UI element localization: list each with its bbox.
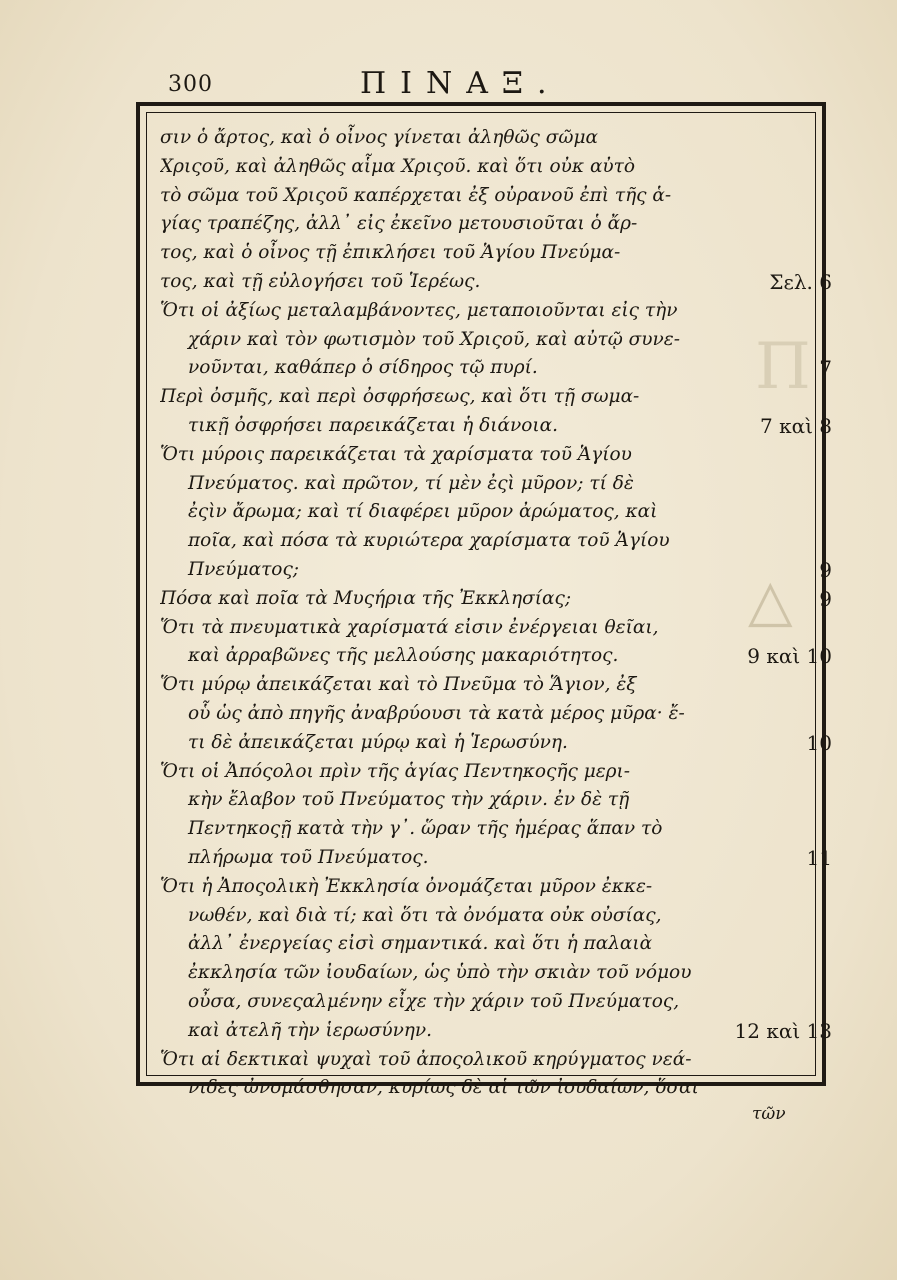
index-entry (160, 873, 832, 1046)
entry-line: Ὅτι τὰ πνευματικὰ χαρίσματά εἰσιν ἐνέργειαι θεῖαι, (160, 616, 659, 638)
page-reference: 12 καὶ 13 (734, 1018, 832, 1043)
entry-line: τι δὲ ἀπεικάζεται μύρῳ καὶ ἡ Ἱερωσύνη. (188, 731, 568, 753)
page-reference: 7 καὶ 8 (759, 413, 832, 438)
entry-line: οὖσα, συνεςαλμένην εἶχε τὴν χάριν τοῦ Πνεύματος, (188, 990, 680, 1012)
entry-line: ἀλλ᾽ ἐνεργείας εἰσὶ σημαντικά. καὶ ὅτι ἡ παλαιὰ (188, 933, 653, 955)
entry-line: γίας τραπέζης, ἀλλ᾽ εἰς ἐκεῖνο μετουσιοῦται ὁ ἄρ- (160, 213, 638, 235)
entry-line: νιδες ὠνομάσθησαν, κυρίως δὲ αἱ τῶν ἰουδαίων, ὅσαι (188, 1077, 699, 1099)
entry-line: κὴν ἔλαβον τοῦ Πνεύματος τὴν χάριν. ἐν δὲ τῇ (188, 789, 630, 811)
index-entry (160, 614, 832, 672)
entry-line: ἐκκλησία τῶν ἰουδαίων, ὡς ὑπὸ τὴν σκιὰν τοῦ νόμου (188, 962, 692, 984)
entry-line: Ὅτι μύροις παρεικάζεται τὰ χαρίσματα τοῦ Ἁγίου (160, 443, 632, 465)
index-entry (160, 758, 832, 873)
page-reference: Σελ. 6 (769, 270, 832, 294)
index-entry (160, 1046, 804, 1104)
entry-line: τος, καὶ τῇ εὐλογήσει τοῦ Ἱερέως. (160, 270, 481, 292)
bleed-through-triangle: △ (748, 566, 793, 634)
entry-line: τὸ σῶμα τοῦ Χριςοῦ καπέρχεται ἐξ οὐρανοῦ ἐπὶ τῆς ἁ- (160, 184, 672, 206)
page-reference: 10 (806, 730, 832, 755)
entry-line: σιν ὁ ἄρτος, καὶ ὁ οἶνος γίνεται ἀληθῶς σῶμα (160, 127, 599, 148)
entry-line: πλήρωμα τοῦ Πνεύματος. (188, 846, 429, 868)
index-entries (160, 124, 832, 1103)
entry-line: τος, καὶ ὁ οἶνος τῇ ἐπικλήσει τοῦ Ἁγίου Πνεύμα- (160, 242, 621, 264)
entry-line: χάριν καὶ τὸν φωτισμὸν τοῦ Χριςοῦ, καὶ αὐτῷ συνε- (188, 328, 680, 350)
entry-line: νοῦνται, καθάπερ ὁ σίδηρος τῷ πυρί. (188, 357, 538, 379)
entry-line: Ὅτι ἡ Ἀποςολικὴ Ἐκκλησία ὀνομάζεται μῦρον ἐκκε- (160, 875, 653, 897)
index-entry (160, 441, 832, 585)
running-head: ΠΙΝΑΞ. (360, 66, 561, 101)
entry-line: τικῇ ὀσφρήσει παρεικάζεται ἡ διάνοια. (188, 414, 558, 436)
index-entry (160, 297, 832, 383)
page-reference: 9 (819, 557, 832, 582)
page-reference: 9 καὶ 10 (747, 644, 832, 669)
index-entry (160, 124, 832, 297)
entry-line: καὶ ἀτελῆ τὴν ἱερωσύνην. (188, 1019, 433, 1041)
entry-line: Ὅτι οἱ Ἀπόςολοι πρὶν τῆς ἁγίας Πεντηκοςῆς μερι- (160, 760, 631, 782)
entry-line: ποῖα, καὶ πόσα τὰ κυριώτερα χαρίσματα τοῦ Ἁγίου (188, 530, 670, 552)
index-entry (160, 383, 832, 441)
entry-line: νωθέν, καὶ διὰ τί; καὶ ὅτι τὰ ὀνόματα οὐκ οὐσίας, (188, 904, 662, 926)
entry-line: Ὅτι μύρῳ ἀπεικάζεται καὶ τὸ Πνεῦμα τὸ Ἅγιον, ἐξ (160, 674, 637, 696)
bleed-through-letter: Π (755, 330, 811, 404)
entry-line: Πνεύματος; (188, 558, 300, 580)
entry-line: Πνεύματος. καὶ πρῶτον, τί μὲν ἐςὶ μῦρον; τί δὲ (188, 472, 634, 494)
entry-line: ἐςὶν ἄρωμα; καὶ τί διαφέρει μῦρον ἀρώματος, καὶ (188, 501, 658, 523)
entry-line: Χριςοῦ, καὶ ἀληθῶς αἷμα Χριςοῦ. καὶ ὅτι οὐκ αὐτὸ (160, 155, 636, 177)
index-entry (160, 585, 832, 614)
entry-line: Ὅτι οἱ ἀξίως μεταλαμβάνοντες, μεταποιοῦνται εἰς τὴν (160, 299, 678, 321)
entry-line: Πόσα καὶ ποῖα τὰ Μυςήρια τῆς Ἐκκλησίας; (160, 587, 572, 609)
page-reference: 9 (819, 586, 832, 611)
entry-line: Περὶ ὀσμῆς, καὶ περὶ ὀσφρήσεως, καὶ ὅτι τῇ σωμα- (160, 386, 640, 408)
entry-line: Πεντηκοςῇ κατὰ τὴν γ᾽. ὥραν τῆς ἡμέρας ἅπαν τὸ (188, 818, 663, 840)
entry-line: Ὅτι αἱ δεκτικαὶ ψυχαὶ τοῦ ἀποςολικοῦ κηρύγματος νεά- (160, 1048, 692, 1070)
page-number: 300 (168, 72, 213, 97)
catchword: τῶν (752, 1104, 786, 1124)
page-reference: 7 (819, 356, 832, 381)
entry-line: καὶ ἀρραβῶνες τῆς μελλούσης μακαριότητος. (188, 645, 619, 667)
index-entry (160, 671, 832, 757)
page-reference: 11 (806, 845, 832, 870)
entry-line: οὗ ὡς ἀπὸ πηγῆς ἀναβρύουσι τὰ κατὰ μέρος μῦρα· ἔ- (188, 702, 685, 724)
